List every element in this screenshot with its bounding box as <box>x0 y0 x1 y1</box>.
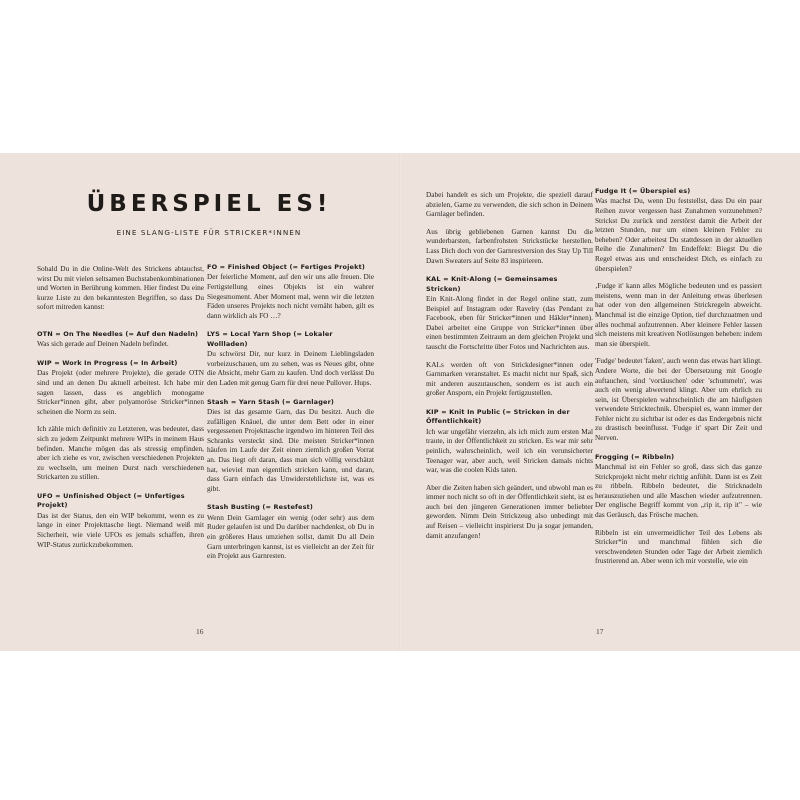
glossary-term: UFO = Unfinished Object (= Unfertiges Projekt) <box>37 491 185 510</box>
glossary-paragraph: Wenn Dein Garnlager ein wenig (oder sehr) aus dem Ruder gelaufen ist und Du darüber nachdenkst, ob Du in ein größeres Haus umziehen sollst, damit Du all Dein Garn unterbringen kannst, ist es vielleicht an der Zeit für ein Projekt aus Garnresten. <box>207 512 374 561</box>
glossary-entry <box>595 187 762 443</box>
glossary-term: LYS = Local Yarn Shop (= Lokaler Wollladen) <box>207 330 333 348</box>
glossary-term: WIP = Work In Progress (= In Arbeit) <box>37 358 178 367</box>
glossary-entry <box>207 398 374 494</box>
page-title: ÜBERSPIEL ES! <box>86 191 332 217</box>
glossary-paragraph: ‚Fudge it' kann alles Mögliche bedeuten und es passiert meistens, wenn man in der Anleitung etwas überlesen hat oder von den allgemeinen Strickregeln abweicht. Manchmal ist die einzige Option, tief durchzuatmen und alles nochmal aufzutrennen. Aber kleinere Fehler lassen sich meistens mit kreativen Notlösungen beheben: indem man sie überspielt. <box>595 281 762 348</box>
glossary-term: KIP = Knit In Public (= Stricken in der Öffentlichkeit) <box>426 407 570 426</box>
right-column-2 <box>595 185 762 576</box>
glossary-entry <box>37 492 204 549</box>
glossary-paragraph: Aus übrig gebliebenen Garnen kannst Du die wunderbarsten, farbenfrohsten Strickstücke herstellen. Lass Dich doch von der Garnrestversion des Stay Up Till Dawn Sweaters auf Seite 83 inspirieren. <box>426 226 593 265</box>
glossary-paragraph: Ich zähle mich definitiv zu Letzteren, was bedeutet, dass sich zu jedem Zeitpunkt mehrere WIPs in meinem Haus befinden. Manche mögen das als stressig empfinden, aber ich ziehe es vor, zwischen verschiedenen Projekten zu wechseln, um meinen Durst nach verschiedenen Strickarten zu stillen. <box>37 424 204 482</box>
glossary-entry <box>207 263 374 320</box>
glossary-term: Fudge It (= Überspiel es) <box>595 187 691 195</box>
glossary-paragraph: Dies ist das gesamte Garn, das Du besitzt. Auch die zufälligen Knäuel, die unter dem Bett oder in einer vergessenen Projekttasche irgendwo im hinteren Teil des Schranks versteckt sind. Die meisten Stricker*innen häufen im Laufe der Zeit einen ziemlich großen Vorrat an. Das liegt oft daran, dass man sich völlig verschätzt hat, wieviel man eigentlich stricken kann, und daran, dass Garn einfach das Unwiderstehlichste ist, was es gibt. <box>207 406 374 493</box>
glossary-term: Stash = Yarn Stash (= Garnlager) <box>207 397 335 406</box>
glossary-paragraph: Was machst Du, wenn Du feststellst, dass Du ein paar Reihen zuvor vergessen hast Zunahmen vorzunehmen? Strickst Du zurück und zerstörst damit die Arbeit der letzten Stunden, nur um einen kleinen Fehler zu beheben? Oder arbeitest Du stattdessen in der aktuellen Reihe die Zunahmen? Im Endeffekt: Biegst Du die Regel etwas aus und entscheidest Dich, es einfach zu überspielen? <box>595 196 762 273</box>
glossary-paragraph: Aber die Zeiten haben sich geändert, und obwohl man es immer noch nicht so oft in der Öffentlichkeit sieht, ist es auch bei den jüngeren Generationen immer beliebter geworden. Nimm Dein Strickzeug also unbedingt mit auf Reisen – vielleicht inspirierst Du ja sogar jemanden, damit anzufangen! <box>426 482 593 540</box>
right-column-1 <box>426 190 593 550</box>
glossary-paragraph: Dabei handelt es sich um Projekte, die speziell darauf abzielen, Garne zu verwenden, die sich schon in Deinem Garnlager befinden. <box>426 190 593 219</box>
page-number-left: 16 <box>196 627 204 636</box>
glossary-paragraph: Ein Knit-Along findet in der Regel online statt, zum Beispiel auf Instagram oder Ravelry (das Pendant zu Facebook, eben für Stricker*innen und Häkler*innen). Dabei arbeitet eine Gruppe von Stricker*innen über einen bestimmten Zeitraum an dem gleichen Projekt und tauscht die Fortschritte über Fotos und Nachrichten aus. <box>426 293 593 351</box>
glossary-paragraph: Was sich gerade auf Deinen Nadeln befindet. <box>37 339 169 349</box>
page-number-right: 17 <box>596 627 604 636</box>
glossary-entry <box>207 330 374 387</box>
glossary-paragraph: Das Projekt (oder mehrere Projekte), die gerade OTN sind und an denen Du aktuell arbeitest. Ich habe mir sagen lassen, dass es angeblich monogame Stricker*innen gibt, aber polyamoröse Stricker*innen scheinen die Norm zu sein. <box>37 368 204 416</box>
glossary-term: FO = Finished Object (= Fertiges Projekt) <box>207 263 365 271</box>
glossary-entry <box>207 503 374 560</box>
glossary-term: Stash Busting (= Restefest) <box>207 503 313 512</box>
glossary-paragraph: KALs werden oft von Strickdesigner*innen oder Garnmarken veranstaltet. Es macht nicht nur Spaß, sich mit anderen auszutauschen, sondern es ist auch ein großer Ansporn, ein Projekt fertigzustellen. <box>426 359 593 398</box>
glossary-entry <box>37 330 204 349</box>
glossary-term: KAL = Knit-Along (= Gemeinsames Stricken) <box>426 275 558 293</box>
left-column-2 <box>207 261 374 571</box>
glossary-paragraph: 'Fudge' bedeutet 'faken', auch wenn das etwas hart klingt. Andere Worte, die bei der Übersetzung mit Google auftauchen, sind 'vortäuschen' oder 'schummeln', was auch ein wenig abwertend klingt. Aber um ehrlich zu sein, ist Überspielen wahrscheinlich die am häufigsten verwendete Stricktechnik. Überspiel es, wann immer der Fehler nicht zu sichtbar ist oder es das Endergebnis nicht zu drastisch beeinflusst. 'Fudge it' spart Dir Zeit und Nerven. <box>595 356 762 443</box>
glossary-paragraph: Das ist der Status, den ein WIP bekommt, wenn es zu lange in einer Projekttasche liegt. Niemand weiß mit Sicherheit, wie viele UFOs es jemals schaffen, ihren WIP-Status zurückzubekommen. <box>37 510 204 549</box>
glossary-entry <box>426 408 593 540</box>
glossary-entry <box>426 275 593 398</box>
glossary-paragraph: Ribbeln ist ein unvermeidlicher Teil des Lebens als Stricker*in und manchmal fühlen sich die verschwendeten Stunden oder Tage der Arbeit ziemlich frustrierend an. Aber wenn ich mir vorstelle, wie ein <box>595 527 762 566</box>
book-gutter <box>399 153 401 651</box>
intro-paragraph: Sobald Du in die Online-Welt des Strickens abtauchst, wirst Du mit vielen seltsamen Buchstabenkombinationen und Worten in Berührung kommen. Hier findest Du eine kurze Liste zu den bekanntesten Begriffen, so dass Du sofort mitreden kannst: <box>37 264 204 312</box>
page-subtitle: EINE SLANG-LISTE FÜR STRICKER*INNEN <box>116 228 302 237</box>
left-column-1 <box>37 264 204 559</box>
glossary-paragraph: Du schwörst Dir, nur kurz in Deinem Lieblingsladen vorbeizuschauen, um zu sehen, was es Neues gibt, ohne die Absicht, mehr Garn zu kaufen. Und doch verlässt Du den Laden mit genug Garn für drei neue Pullover. Hups. <box>207 349 374 387</box>
glossary-paragraph: Ich war ungefähr vierzehn, als ich mich zum ersten Mal traute, in der Öffentlichkeit zu stricken. Es war mir sehr peinlich, wahrscheinlich, weil ich ein verunsicherter Teenager war, aber auch, weil Stricken damals nichts war, was die coolen Kids taten. <box>426 426 593 475</box>
glossary-paragraph: Manchmal ist ein Fehler so groß, dass sich das ganze Strickprojekt nicht mehr richtig anfühlt. Dann ist es Zeit zu ribbeln. Ribbeln bedeutet, die Stricknadeln herauszuziehen und alle Maschen wieder aufzutrennen. Der englische Begriff kommt von „rip it, rip it" – wie das Geräusch, das Frösche machen. <box>595 462 762 520</box>
glossary-term: OTN = On The Needles (= Auf den Nadeln) <box>37 329 199 338</box>
glossary-term: Frogging (= Ribbeln) <box>595 452 675 461</box>
glossary-entry <box>37 359 204 482</box>
glossary-entry <box>595 453 762 566</box>
glossary-entry <box>426 190 593 265</box>
glossary-paragraph: Der feierliche Moment, auf den wir uns alle freuen. Die Fertigstellung eines Objekts ist ein wahrer Siegesmoment. Aber Moment mal, wenn wir die letzten Fäden unseres Projekts noch nicht vernäht haben, gilt es dann wirklich als FO …? <box>207 272 374 320</box>
book-spread <box>0 153 800 651</box>
